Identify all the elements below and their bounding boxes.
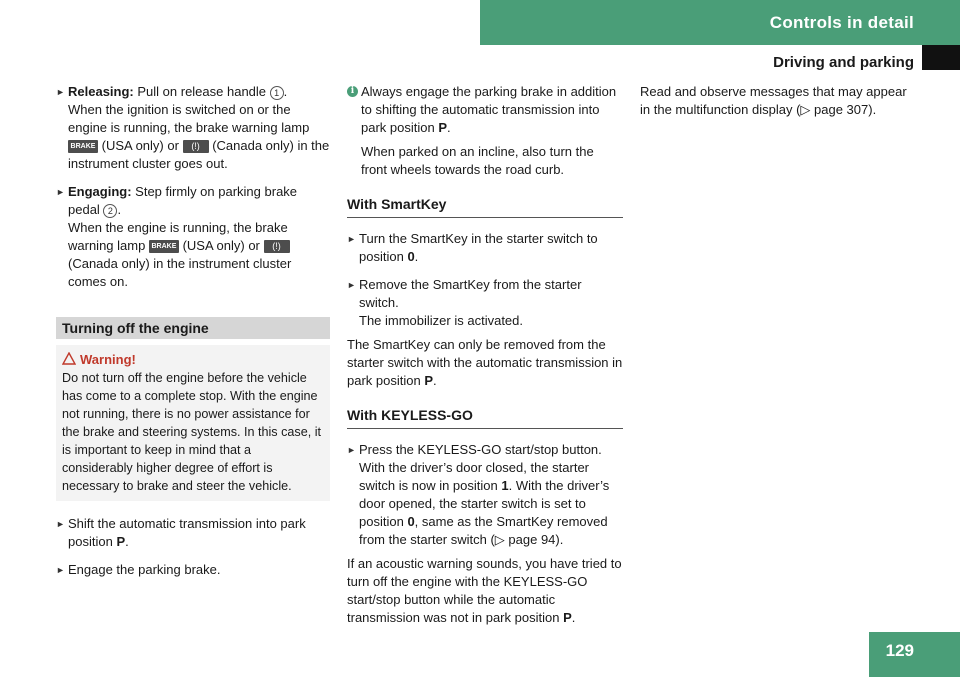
releasing-detail: When the ignition is switched on or the engine is running, the brake warning lamp <box>68 102 310 135</box>
step-shift-period: . <box>125 534 129 549</box>
callout-number-icon: 2 <box>103 204 117 218</box>
smartkey-step-1: Turn the SmartKey in the starter switch to position <box>359 231 598 264</box>
column-right <box>640 83 920 129</box>
keyless-position-0: 0 <box>407 514 415 529</box>
warning-triangle-icon <box>62 352 76 365</box>
warning-box <box>56 345 330 501</box>
header-section-title: Controls in detail <box>769 13 914 32</box>
releasing-canada: (Canada only) in the instrument cluster goes out. <box>68 138 330 171</box>
list-item-releasing <box>56 83 330 173</box>
smartkey-period: . <box>414 249 419 264</box>
list-item-engaging <box>56 183 330 291</box>
keyless-paragraph <box>347 555 623 627</box>
engaging-detail: When the engine is running, the brake warning lamp <box>68 220 288 253</box>
list-item-shift-park <box>56 515 330 551</box>
keyless-para-text: If an acoustic warning sounds, you have tried to turn off the engine with the KEYLESS-GO start/stop button while the automatic transmission was not in park position <box>347 556 622 625</box>
info-text-2: When parked on an incline, also turn the front wheels towards the road curb. <box>361 144 594 177</box>
keyless-step-text-3: , same as the SmartKey removed from the starter switch (▷ page 94). <box>359 514 608 547</box>
engaging-text: Step firmly on parking brake pedal <box>68 184 298 217</box>
info-text-1: Always engage the parking brake in addition to shifting the automatic transmission into park position <box>361 84 617 135</box>
header-section-bar <box>480 0 960 45</box>
warning-title: Warning! <box>80 352 136 367</box>
bullet-arrow-icon: ► <box>347 280 356 290</box>
warning-text: Do not turn off the engine before the vehicle has come to a complete stop. With the engine not running, there is no power assistance for the brake and steering systems. In this case, it is important to keep in mind that a considerably higher degree of effort is necessary to brake and steer the vehicle. <box>62 371 321 493</box>
callout-number-icon: 1 <box>270 86 284 100</box>
list-item-keyless-press <box>347 441 623 549</box>
engaging-usa: (USA only) or <box>182 238 260 253</box>
smartkey-para-period: . <box>433 373 437 388</box>
smartkey-position: 0 <box>407 249 415 264</box>
section-heading-turning-off: Turning off the engine <box>56 317 330 339</box>
smartkey-step-2: Remove the SmartKey from the starter switch. <box>359 277 582 310</box>
step-shift-position: P <box>116 534 126 549</box>
info-period: . <box>447 120 451 135</box>
releasing-text: Pull on release handle <box>137 84 267 99</box>
smartkey-para-position: P <box>424 373 434 388</box>
brake-warning-canada-icon: (!) <box>183 140 209 153</box>
page-number: 129 <box>885 641 914 660</box>
list-item-remove-smartkey <box>347 276 623 330</box>
engaging-canada: (Canada only) in the instrument cluster comes on. <box>68 256 292 289</box>
engaging-label: Engaging: <box>68 184 132 199</box>
step-engage-text: Engage the parking brake. <box>68 562 221 577</box>
list-item-turn-smartkey <box>347 230 623 266</box>
header-subsection-title: Driving and parking <box>773 54 914 71</box>
bullet-arrow-icon: ► <box>347 445 356 455</box>
releasing-usa: (USA only) or <box>101 138 179 153</box>
list-item-engage-brake <box>56 561 330 579</box>
header-thumb-tab <box>922 45 960 70</box>
page-number-box <box>869 632 960 677</box>
keyless-position-1: 1 <box>501 478 509 493</box>
smartkey-paragraph <box>347 336 623 390</box>
releasing-label: Releasing: <box>68 84 134 99</box>
smartkey-immobilizer: The immobilizer is activated. <box>359 313 523 328</box>
column-left <box>56 83 330 589</box>
bullet-arrow-icon: ► <box>56 187 65 197</box>
bullet-arrow-icon: ► <box>56 565 65 575</box>
keyless-para-period: . <box>571 610 576 625</box>
info-position: P <box>438 120 448 135</box>
brake-lamp-icon: BRAKE <box>68 140 98 153</box>
engaging-period: . <box>117 202 122 217</box>
bullet-arrow-icon: ► <box>56 87 65 97</box>
keyless-step-text: Press the KEYLESS-GO start/stop button. With the driver’s door closed, the starter switch is now in position <box>359 442 602 493</box>
column-middle <box>347 83 623 637</box>
brake-lamp-icon: BRAKE <box>149 240 179 253</box>
heading-with-smartkey: With SmartKey <box>347 195 623 218</box>
multifunction-note: Read and observe messages that may appear in the multifunction display (▷ page 307). <box>640 84 907 117</box>
keyless-para-position: P <box>563 610 572 625</box>
releasing-period: . <box>283 84 288 99</box>
step-shift-text: Shift the automatic transmission into park position <box>68 516 306 549</box>
keyless-step-text-2: . With the driver’s door opened, the starter switch is set to position <box>359 478 610 529</box>
info-note <box>347 83 623 179</box>
brake-warning-canada-icon: (!) <box>264 240 290 253</box>
smartkey-para-text: The SmartKey can only be removed from the starter switch with the automatic transmission in park position <box>347 337 623 388</box>
info-icon: i <box>347 86 358 97</box>
heading-with-keyless-go: With KEYLESS-GO <box>347 406 623 429</box>
bullet-arrow-icon: ► <box>347 234 356 244</box>
bullet-arrow-icon: ► <box>56 519 65 529</box>
